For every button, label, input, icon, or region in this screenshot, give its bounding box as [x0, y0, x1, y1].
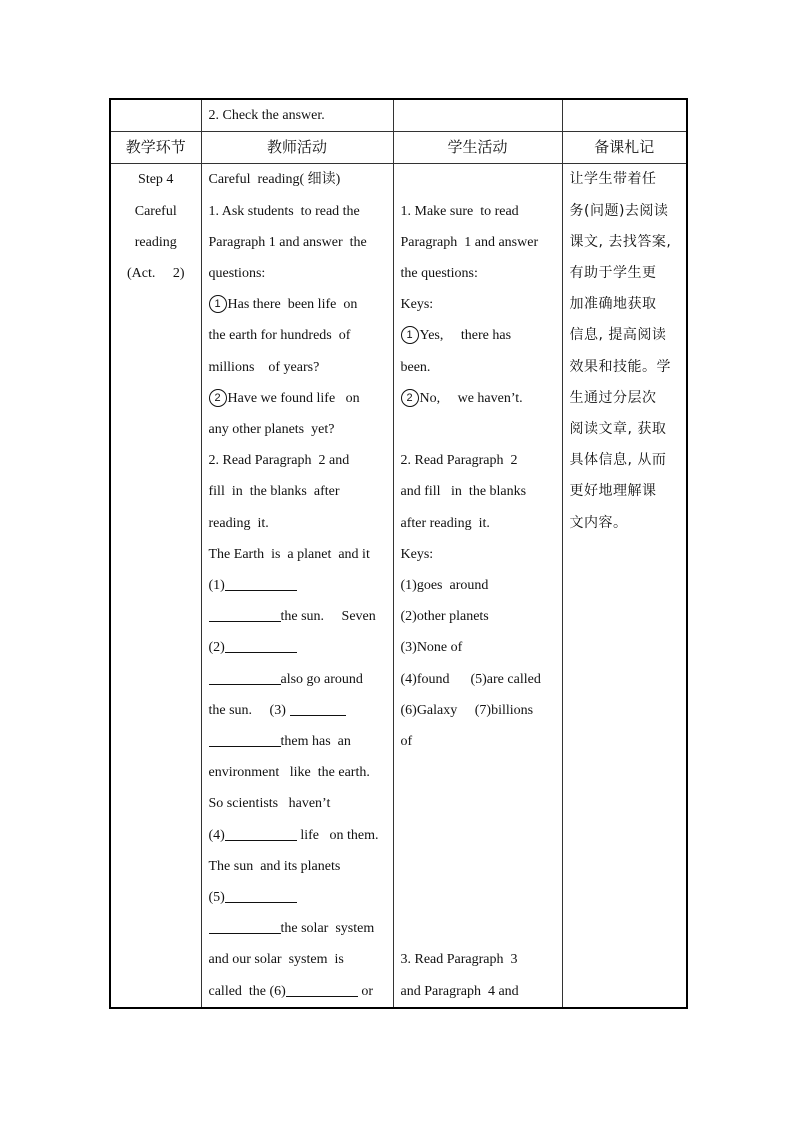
fill-text-line-7 [209, 726, 386, 757]
notes-line: 让学生带着任 [569, 171, 657, 188]
question-2-line-2: any other planets yet? [208, 422, 335, 438]
key-1-line-1: Yes, there has [419, 328, 512, 344]
question-1-line-3: millions of years? [208, 359, 320, 375]
cell-student-activity [393, 164, 562, 1009]
fill-text-line-15 [209, 976, 386, 1007]
fill-text-fragment: them has an [280, 734, 351, 750]
teacher-task-2-line-1: 2. Read Paragraph 2 and [208, 453, 350, 469]
fill-text-line-9: So scientists haven’t [208, 796, 331, 812]
notes-line: 有助于学生更 [569, 265, 657, 282]
fill-text-line-13 [209, 913, 386, 944]
blank-line [225, 576, 297, 591]
teacher-task-1-line-1: 1. Ask students to read the [208, 203, 360, 219]
blank-number-2: (2) [208, 640, 225, 656]
spacer [401, 788, 555, 819]
question-2 [209, 383, 386, 414]
student-task-1-line-3: the questions: [400, 266, 478, 281]
circled-number-2: 2 [209, 389, 227, 407]
cell-step-prev [110, 99, 201, 132]
blank-number-1: (1) [208, 578, 225, 594]
cell-step-4 [110, 164, 201, 1009]
blank-line [225, 888, 297, 903]
fill-text-line-14: and our solar system is [208, 952, 344, 968]
keys-label-1: Keys: [400, 297, 434, 313]
student-task-2-line-2: and fill in the blanks [400, 484, 527, 500]
question-1 [209, 289, 386, 320]
fill-text-line-1: The Earth is a planet and it [208, 546, 370, 562]
answer-key-line: (2)other planets [400, 609, 489, 625]
question-1-line-1: Has there been life on [227, 297, 358, 313]
cell-lesson-notes [562, 164, 687, 1009]
blank-line [286, 982, 358, 997]
cell-notes-prev [562, 99, 687, 132]
notes-line: 课文, 去找答案, [569, 233, 672, 250]
teacher-section-title: Careful reading( 细读) [208, 172, 341, 188]
notes-line: 更好地理解课 [569, 483, 657, 500]
answer-key-line: of [400, 734, 413, 750]
table-row-previous [110, 99, 687, 132]
blank-line [225, 638, 297, 653]
student-task-3-line-2: and Paragraph 4 and [400, 983, 519, 999]
circled-number-1: 1 [401, 326, 419, 344]
header-student-activity: 学生活动 [393, 132, 562, 164]
spacer [401, 882, 555, 913]
notes-line: 阅读文章, 获取 [569, 421, 667, 438]
question-1-line-2: the earth for hundreds of [208, 328, 351, 344]
answer-key-line: (1)goes around [400, 578, 489, 594]
fill-text-line-5 [209, 664, 386, 695]
fill-text-line-3 [209, 601, 386, 632]
fill-text-fragment: the sun. (3) [208, 702, 286, 718]
blank-line [209, 732, 281, 747]
table-row-step-4 [110, 164, 687, 1009]
question-2-line-1: Have we found life on [227, 390, 360, 406]
header-teaching-step: 教学环节 [110, 132, 201, 164]
spacer [401, 414, 555, 445]
step-label: Step 4 [138, 172, 174, 188]
fill-text-fragment: called the (6) [208, 983, 286, 999]
answer-key-line: (6)Galaxy (7)billions [400, 702, 534, 718]
cell-teacher-prev: 2. Check the answer. [201, 99, 393, 132]
notes-line: 具体信息, 从而 [569, 452, 667, 469]
blank-number-4: (4) [208, 827, 225, 843]
cell-teacher-activity [201, 164, 393, 1009]
notes-line: 生通过分层次 [569, 389, 657, 406]
cell-student-prev [393, 99, 562, 132]
fill-text-fragment: or [357, 983, 374, 999]
teacher-task-2-line-3: reading it. [208, 515, 269, 531]
fill-text-line-6 [209, 695, 386, 726]
fill-text-line-4 [209, 632, 386, 663]
table-header-row [110, 132, 687, 164]
step-name-line-1: Careful [134, 203, 177, 219]
spacer [401, 757, 555, 788]
student-task-2-line-1: 2. Read Paragraph 2 [400, 453, 518, 469]
blank-line [225, 826, 297, 841]
spacer [401, 820, 555, 851]
notes-line: 信息, 提高阅读 [569, 327, 667, 344]
blank-line [209, 670, 281, 685]
blank-number-5: (5) [208, 890, 225, 906]
fill-text-line-8: environment like the earth. [208, 765, 370, 781]
fill-text-fragment: life on them. [296, 827, 379, 843]
spacer [401, 851, 555, 882]
notes-line: 效果和技能。学 [569, 358, 671, 375]
key-1 [401, 320, 555, 351]
teacher-task-2-line-2: fill in the blanks after [208, 484, 340, 500]
fill-text-fragment: the solar system [280, 921, 375, 937]
student-task-1-line-2: Paragraph 1 and answer [400, 234, 539, 250]
fill-text-line-2 [209, 570, 386, 601]
circled-number-2: 2 [401, 389, 419, 407]
fill-text-fragment: also go around [280, 671, 363, 687]
notes-line: 务(问题)去阅读 [569, 202, 669, 219]
fill-text-line-12 [209, 882, 386, 913]
key-2 [401, 383, 555, 414]
circled-number-1: 1 [209, 295, 227, 313]
teacher-task-1-line-3: questions: [208, 266, 266, 282]
key-1-line-2: been. [400, 359, 431, 375]
spacer [401, 164, 555, 195]
step-name-line-2: reading [134, 234, 177, 250]
fill-text-line-11: The sun and its planets [208, 858, 341, 874]
answer-key-line: (4)found (5)are called [400, 671, 541, 687]
lesson-plan-table [109, 98, 688, 1009]
blank-line [209, 919, 281, 934]
notes-line: 加准确地获取 [569, 296, 657, 313]
fill-text-fragment: the sun. Seven [280, 609, 376, 625]
step-activity-ref: (Act. 2) [126, 266, 185, 282]
student-task-1-line-1: 1. Make sure to read [400, 203, 519, 219]
blank-line [209, 607, 281, 622]
student-task-3-line-1: 3. Read Paragraph 3 [400, 952, 518, 968]
notes-line: 文内容。 [569, 514, 628, 531]
answer-key-line: (3)None of [400, 640, 463, 656]
key-2-text: No, we haven’t. [419, 390, 523, 406]
teacher-task-1-line-2: Paragraph 1 and answer the [208, 234, 367, 250]
blank-line [290, 701, 346, 716]
header-teacher-activity: 教师活动 [201, 132, 393, 164]
header-lesson-notes: 备课札记 [562, 132, 687, 164]
fill-text-line-10 [209, 820, 386, 851]
keys-label-2: Keys: [400, 546, 434, 562]
spacer [401, 913, 555, 944]
student-task-2-line-3: after reading it. [400, 515, 490, 531]
